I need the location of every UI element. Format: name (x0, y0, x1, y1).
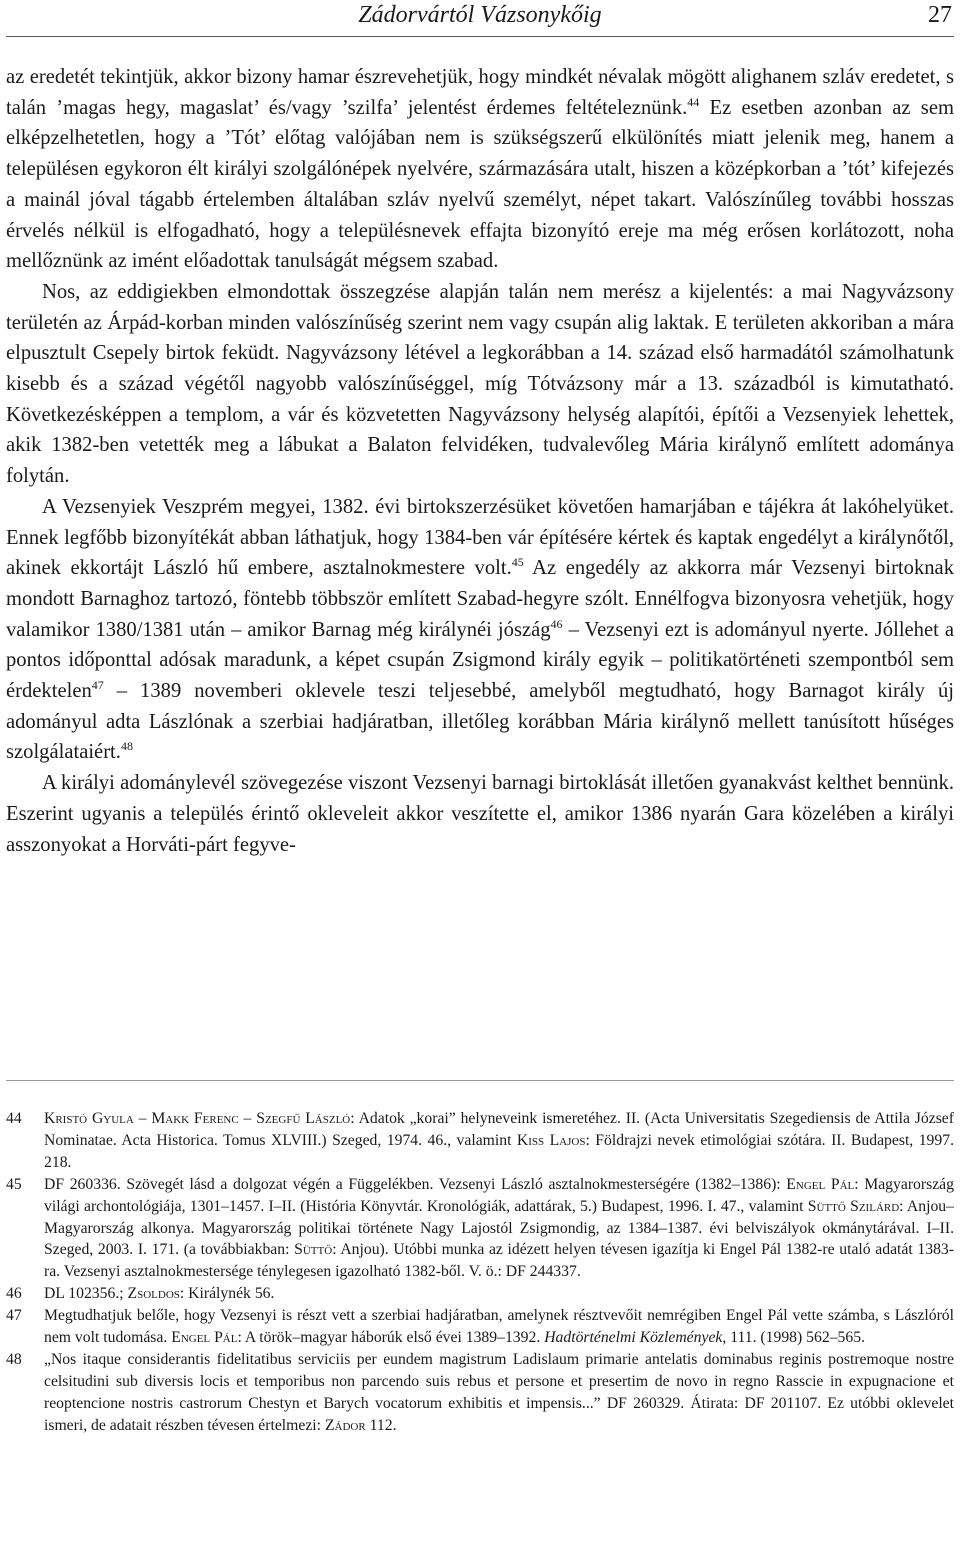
body-text (6, 62, 954, 860)
footnote-text-part: : Királynék 56. (179, 1285, 275, 1303)
footnote-number: 44 (6, 1110, 22, 1127)
footnote-number: 46 (6, 1285, 22, 1303)
footnote-45 (6, 1174, 954, 1284)
author-name: Zsoldos (127, 1285, 180, 1303)
footnote-47 (6, 1305, 954, 1349)
paragraph-1-text-a: az eredetét tekintjük, akkor bizony hamar észrevehetjük, hogy mindkét névalak mögött alighanem szláv eredetet, s talán ’magas hegy, magaslat’ és/vagy ’szilfa’ jelentést érdemes feltételeznünk. (6, 66, 954, 119)
footnote-text-part: 112. (365, 1416, 397, 1434)
author-name: Kristó Gyula – Makk Ferenc – Szegfű László (44, 1110, 351, 1127)
footnote-ref-44[interactable]: 44 (687, 94, 700, 109)
author-name: Süttő (294, 1241, 333, 1259)
footnote-text-part: : Anjou–Magyarország alkonya. Magyarország politikai története Nagy Lajostól Zsigmondig, az 1384–1387. évi belviszályok okmánytárával. I–II. Szeged, 2003. I. 171. (a továbbiakban: (44, 1197, 954, 1259)
footnote-number: 48 (6, 1350, 22, 1368)
author-name: Kiss Lajos (516, 1131, 586, 1149)
page-number: 27 (928, 2, 952, 28)
paragraph-3-text-b: Az engedély az akkorra már Vezsenyi birtoknak mondott Barnaghoz tartozó, föntebb többször említett Szabad-hegyre szólt. Ennélfogva bizonyosra vehetjük, hogy valamikor 1380/1381 után – amikor Barnag még királynéi jószág (6, 557, 954, 641)
author-name: Zádor (324, 1416, 366, 1434)
footnote-text-part: : Adatok „korai” helyneveink ismeretéhez. II. (Acta Universitatis Szegediensis de Attila József Nominatae. Acta Historica. Tomus XLVIII.) Szeged, 1974. 46., valamint (44, 1110, 954, 1149)
footnote-text-part: : Magyarország világi archontológiája, 1301–1457. I–II. (História Könyvtár. Kronológiák, adattárak, 5.) Budapest, 1996. I. 47., valamint (44, 1175, 954, 1215)
footnote-text-part: „Nos itaque considerantis fidelitatibus serviciis per eundem magistrum Ladislaum primarie antelatis dominabus reginis postremoque nostre celsitudini sub diversis locis et temporibus non parcendo suis rebus et persone et presertim de novo in regno Rasscie in expugnacione et reoptencione nostris castrorum Chestyn et Barych vocatorum exhibitis et impensis...” DF 260329. Átirata: DF 201107. Ez utóbbi oklevelet ismeri, de adatait részben tévesen értelmezi: (44, 1350, 954, 1434)
footnote-text-part: : Anjou). Utóbbi munka az idézett helyen tévesen igazítja ki Engel Pál 1382-re utaló adatát 1383-ra. Vezsenyi asztalnokmestersége ténylegesen igazolható 1382-ből. V. ö.: DF 244337. (44, 1241, 954, 1281)
author-name: Süttő Szilárd (807, 1197, 900, 1215)
paragraph-3 (6, 492, 954, 768)
footnote-ref-48[interactable]: 48 (120, 739, 133, 754)
paragraph-1-text-b: Ez esetben azonban az sem elképzelhetetlen, hogy a ’Tót’ előtag valójában nem is szükségszerű elkülönítés miatt jelenik meg, hanem a településen egykoron élt királyi szolgálónépek nyelvére, származására utalt, hiszen a középkorban a ’tót’ kifejezés a mainál jóval tágabb értelemben általában szláv nyelvű személyt, népet takart. Valószínűleg további hosszas érvelés nélkül is elfogadható, hogy a településnevek effajta bizonyító ereje ma még erősen korlátozott, noha mellőznünk az imént előadottak tanulságát mégsem szabad. (6, 96, 954, 273)
footnote-text-part: : Földrajzi nevek etimológiai szótára. II. Budapest, 1997. 218. (44, 1131, 954, 1171)
running-title: Zádorvártól Vázsonykőig (358, 2, 602, 28)
footnote-text (44, 1283, 954, 1305)
footnote-text (44, 1174, 954, 1284)
footnote-ref-46[interactable]: 46 (550, 616, 563, 631)
footnote-text-part: : A török–magyar háborúk első évei 1389–1392. (237, 1329, 545, 1347)
footnote-number: 47 (6, 1307, 22, 1325)
footnote-text-part: DL 102356.; (44, 1285, 128, 1303)
author-name: Engel Pál (786, 1175, 855, 1193)
paragraph-1 (6, 62, 954, 277)
footnote-text (44, 1305, 954, 1349)
footnote-ref-45[interactable]: 45 (511, 555, 524, 570)
journal-title: Hadtörténelmi Közlemények (544, 1329, 723, 1347)
footnote-number: 45 (6, 1175, 22, 1193)
footnote-44 (6, 1108, 954, 1174)
paragraph-4: A királyi adománylevél szövegezése viszont Vezsenyi barnagi birtoklását illetően gyanakvást kelthet bennünk. Eszerint ugyanis a település érintő okleveleit akkor veszítette el, amikor 1386 nyarán Gara közelében a királyi asszonyokat a Horváti-párt fegyve- (6, 772, 954, 856)
footnote-text-part: DF 260336. Szövegét lásd a dolgozat végén a Függelékben. Vezsenyi László asztalnokmesterségére (1382–1386): (44, 1175, 787, 1193)
paragraph-3-text-c: – Vezsenyi ezt is adományul nyerte. Jóllehet a pontos időponttal adósak maradunk, a képet csupán Zsigmond király egyik – politikatörténeti szempontból sem érdektelen (6, 618, 954, 703)
footnote-46 (6, 1283, 954, 1305)
footnote-48 (6, 1349, 954, 1437)
footnote-text (44, 1349, 954, 1437)
footnotes (6, 1108, 954, 1437)
footnote-ref-47[interactable]: 47 (91, 678, 104, 693)
author-name: Engel Pál (171, 1329, 238, 1347)
footnote-text (44, 1108, 954, 1174)
paragraph-2: Nos, az eddigiekben elmondottak összegzése alapján talán nem merész a kijelentés: a mai Nagyvázsony területén az Árpád-korban minden valószínűség szerint nem vagy csupán alig laktak. E területen akkoriban a mára elpusztult Csepely birtok feküdt. Nagyvázsony létével a legkorábban a 14. század első harmadától számolhatunk kisebb és a század végétől nagyobb valószínűséggel, míg Tótvázsony már a 13. századból is kimutatható. Következésképpen a templom, a vár és közvetetten Nagyvázsony helység alapítói, építői a Vezsenyiek lehettek, akik 1382-ben vetették meg a lábukat a Balaton felvidéken, tudvalevőleg Mária királynő említett adománya folytán. (6, 280, 954, 488)
paragraph-3-text-a: A Vezsenyiek Veszprém megyei, 1382. évi birtokszerzésüket követően hamarjában e tájékra át lakóhelyüket. Ennek legfőbb bizonyítékát abban láthatjuk, hogy 1384-ben vár építésére kértek és kaptak engedélyt a királynőtől, akinek ekkortájt László hű embere, asztalnokmestere volt. (6, 495, 954, 580)
footnote-text-part: , 111. (1998) 562–565. (722, 1329, 866, 1347)
footnote-text-part: Megtudhatjuk belőle, hogy Vezsenyi is részt vett a szerbiai hadjáratban, amelynek résztvevőit nemrégiben Engel Pál vette számba, s Lászlóról nem volt tudomása. (44, 1307, 954, 1347)
running-header (6, 0, 954, 37)
paragraph-3-text-d: – 1389 novemberi oklevele teszi teljesebbé, amelyből megtudható, hogy Barnagot király új adományul adta Lászlónak a szerbiai hadjáratban, illetőleg korábban Mária királynő mellett tanúsított hűséges szolgálataiért. (6, 680, 954, 764)
footnote-divider (6, 1080, 954, 1081)
